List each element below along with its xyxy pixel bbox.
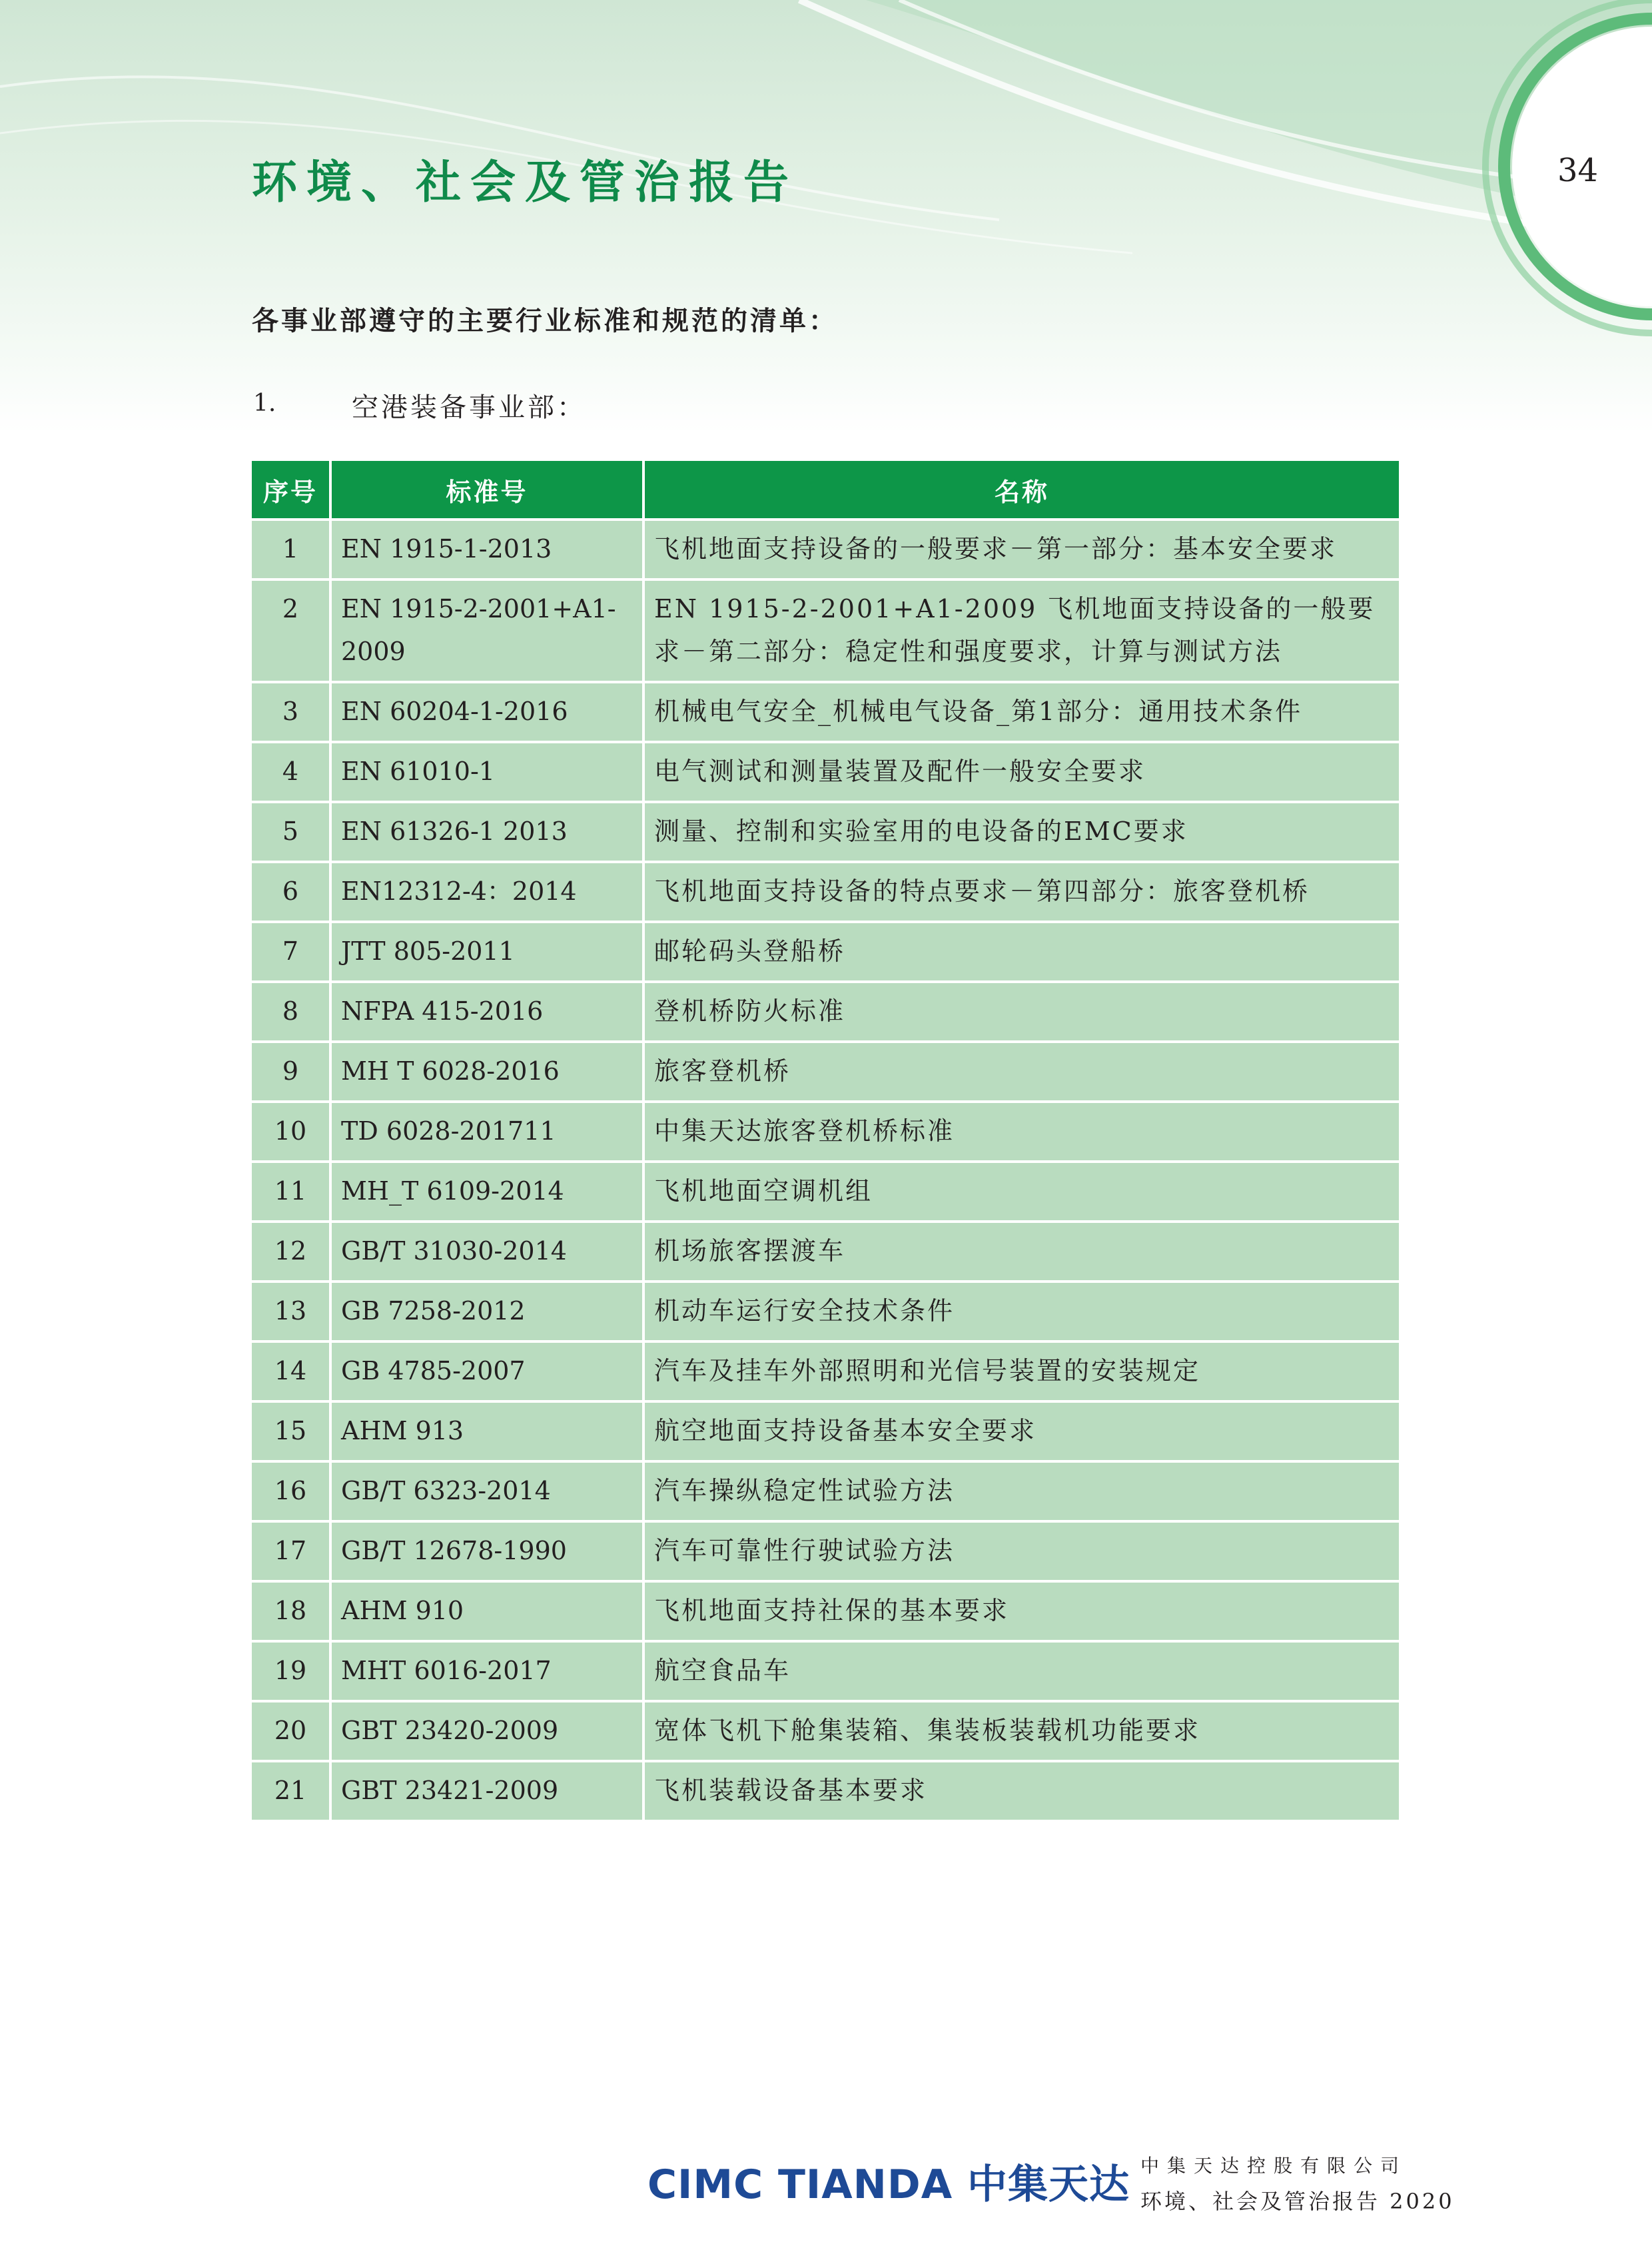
header-name: 名称 xyxy=(643,461,1399,520)
cell-name: 航空地面支持设备基本安全要求 xyxy=(643,1401,1399,1461)
cell-name: EN 1915-2-2001+A1-2009 飞机地面支持设备的一般要求－第二部分：稳定性和强度要求，计算与测试方法 xyxy=(643,579,1399,682)
cell-name: 机械电气安全_机械电气设备_第1部分：通用技术条件 xyxy=(643,682,1399,742)
table-header-row xyxy=(252,461,1399,520)
table-row xyxy=(252,1521,1399,1581)
cell-index: 12 xyxy=(252,1222,330,1282)
cell-name: 汽车及挂车外部照明和光信号装置的安装规定 xyxy=(643,1341,1399,1401)
cell-standard-no: EN 1915-1-2013 xyxy=(330,520,643,579)
table-row xyxy=(252,1641,1399,1701)
table-row xyxy=(252,742,1399,802)
list-heading: 各事业部遵守的主要行业标准和规范的清单： xyxy=(252,306,838,336)
cell-name: 飞机地面支持设备的一般要求－第一部分：基本安全要求 xyxy=(643,520,1399,579)
cell-name: 邮轮码头登船桥 xyxy=(643,922,1399,982)
cell-index: 5 xyxy=(252,802,330,862)
cell-index: 7 xyxy=(252,922,330,982)
table-row xyxy=(252,1341,1399,1401)
cell-name: 测量、控制和实验室用的电设备的EMC要求 xyxy=(643,802,1399,862)
cell-standard-no: EN12312-4：2014 xyxy=(330,862,643,922)
cell-index: 13 xyxy=(252,1282,330,1341)
cell-name: 飞机地面支持社保的基本要求 xyxy=(643,1581,1399,1641)
table-body xyxy=(252,520,1399,1820)
table-row xyxy=(252,1162,1399,1222)
cell-index: 16 xyxy=(252,1461,330,1521)
cell-standard-no: GB/T 6323-2014 xyxy=(330,1461,643,1521)
table-row xyxy=(252,579,1399,682)
cell-standard-no: EN 1915-2-2001+A1-2009 xyxy=(330,579,643,682)
table-row xyxy=(252,1282,1399,1341)
header-index: 序号 xyxy=(252,461,330,520)
cell-index: 3 xyxy=(252,682,330,742)
section-number: 1. xyxy=(253,390,276,417)
cell-name: 机场旅客摆渡车 xyxy=(643,1222,1399,1282)
table-row xyxy=(252,862,1399,922)
cell-index: 2 xyxy=(252,579,330,682)
cell-standard-no: EN 61010-1 xyxy=(330,742,643,802)
cell-name: 汽车操纵稳定性试验方法 xyxy=(643,1461,1399,1521)
table-row xyxy=(252,682,1399,742)
cell-index: 21 xyxy=(252,1761,330,1820)
cell-standard-no: EN 60204-1-2016 xyxy=(330,682,643,742)
cell-standard-no: GB 7258-2012 xyxy=(330,1282,643,1341)
table-row xyxy=(252,1102,1399,1162)
cell-name: 飞机装载设备基本要求 xyxy=(643,1761,1399,1820)
cell-index: 10 xyxy=(252,1102,330,1162)
cell-standard-no: JTT 805-2011 xyxy=(330,922,643,982)
table-row xyxy=(252,922,1399,982)
table-row xyxy=(252,1581,1399,1641)
cell-standard-no: GB/T 31030-2014 xyxy=(330,1222,643,1282)
page-title: 环境、社会及管治报告 xyxy=(252,157,799,209)
cell-index: 20 xyxy=(252,1701,330,1761)
cell-name: 旅客登机桥 xyxy=(643,1042,1399,1102)
cell-index: 18 xyxy=(252,1581,330,1641)
cell-index: 14 xyxy=(252,1341,330,1401)
table-row xyxy=(252,1761,1399,1820)
table-row xyxy=(252,1222,1399,1282)
cell-index: 9 xyxy=(252,1042,330,1102)
table-row xyxy=(252,1701,1399,1761)
cell-standard-no: NFPA 415-2016 xyxy=(330,982,643,1042)
cell-standard-no: GBT 23421-2009 xyxy=(330,1761,643,1820)
header-standard-no: 标准号 xyxy=(330,461,643,520)
cell-standard-no: GBT 23420-2009 xyxy=(330,1701,643,1761)
cell-standard-no: MH_T 6109-2014 xyxy=(330,1162,643,1222)
footer-report-title: 环境、社会及管治报告 2020 xyxy=(1140,2189,1455,2214)
cell-standard-no: GB/T 12678-1990 xyxy=(330,1521,643,1581)
cell-name: 飞机地面支持设备的特点要求－第四部分：旅客登机桥 xyxy=(643,862,1399,922)
cell-index: 4 xyxy=(252,742,330,802)
footer-company: 中集天达控股有限公司 xyxy=(1140,2155,1408,2177)
decorative-swoosh xyxy=(0,0,1652,433)
cell-index: 6 xyxy=(252,862,330,922)
cell-name: 宽体飞机下舱集装箱、集装板装载机功能要求 xyxy=(643,1701,1399,1761)
cell-index: 15 xyxy=(252,1401,330,1461)
section-title: 空港装备事业部： xyxy=(352,392,586,423)
page-number: 34 xyxy=(1557,152,1599,189)
cell-name: 航空食品车 xyxy=(643,1641,1399,1701)
cell-standard-no: MH T 6028-2016 xyxy=(330,1042,643,1102)
cell-index: 11 xyxy=(252,1162,330,1222)
cell-standard-no: MHT 6016-2017 xyxy=(330,1641,643,1701)
table-row xyxy=(252,1461,1399,1521)
table-row xyxy=(252,1042,1399,1102)
table-row xyxy=(252,982,1399,1042)
cell-name: 登机桥防火标准 xyxy=(643,982,1399,1042)
cell-name: 电气测试和测量装置及配件一般安全要求 xyxy=(643,742,1399,802)
cell-index: 19 xyxy=(252,1641,330,1701)
header-background xyxy=(0,0,1652,433)
standards-table xyxy=(252,461,1399,1820)
cell-name: 飞机地面空调机组 xyxy=(643,1162,1399,1222)
cell-standard-no: AHM 913 xyxy=(330,1401,643,1461)
cell-standard-no: GB 4785-2007 xyxy=(330,1341,643,1401)
cell-standard-no: EN 61326-1 2013 xyxy=(330,802,643,862)
cell-name: 汽车可靠性行驶试验方法 xyxy=(643,1521,1399,1581)
table-row xyxy=(252,520,1399,579)
cell-index: 8 xyxy=(252,982,330,1042)
cell-standard-no: AHM 910 xyxy=(330,1581,643,1641)
cell-index: 17 xyxy=(252,1521,330,1581)
cell-index: 1 xyxy=(252,520,330,579)
table-row xyxy=(252,1401,1399,1461)
cimc-tianda-logo: CIMC TIANDA 中集天达 xyxy=(647,2161,1130,2208)
table-row xyxy=(252,802,1399,862)
cell-name: 机动车运行安全技术条件 xyxy=(643,1282,1399,1341)
cell-name: 中集天达旅客登机桥标准 xyxy=(643,1102,1399,1162)
cell-standard-no: TD 6028-201711 xyxy=(330,1102,643,1162)
